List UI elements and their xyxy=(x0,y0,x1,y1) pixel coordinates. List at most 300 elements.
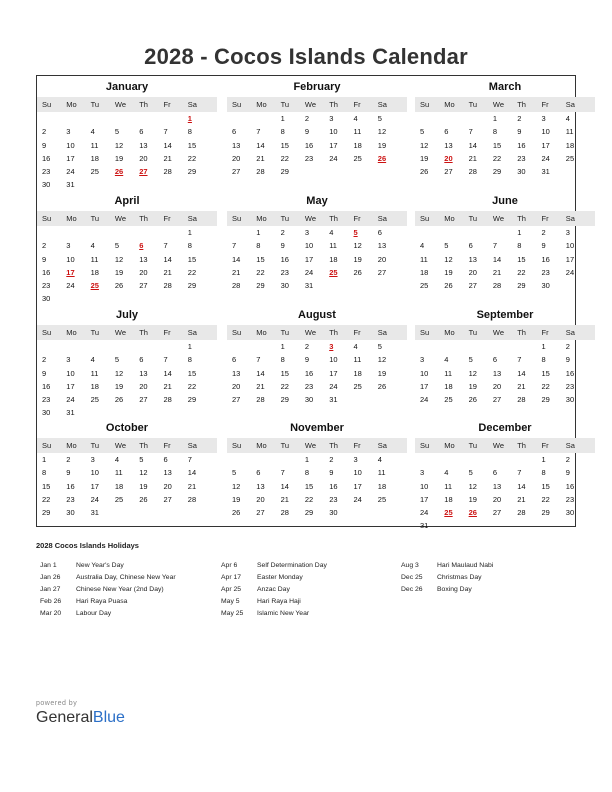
day-cell xyxy=(517,453,541,466)
day-cell: 22 xyxy=(187,153,197,163)
month-november xyxy=(227,421,407,519)
day-cell: 22 xyxy=(492,153,502,163)
weekday-label: Tu xyxy=(90,441,100,450)
day-cell: 19 xyxy=(468,494,477,504)
day-cell xyxy=(115,406,139,419)
month-july xyxy=(37,308,217,420)
day-cell: 30 xyxy=(565,395,575,405)
week-row xyxy=(232,152,407,165)
day-cell xyxy=(188,292,212,305)
day-cell: 13 xyxy=(139,140,148,150)
day-cell: 8 xyxy=(187,127,192,137)
day-cell: 26 xyxy=(468,395,477,405)
day-cell: 22 xyxy=(304,494,314,504)
weekday-label: We xyxy=(304,100,317,109)
day-cell: 6 xyxy=(139,127,144,137)
week-row xyxy=(42,125,217,138)
week-row xyxy=(420,353,595,366)
day-cell: 24 xyxy=(329,153,338,163)
day-cell: 27 xyxy=(377,267,387,277)
day-cell: 16 xyxy=(541,254,550,264)
day-cell: 29 xyxy=(280,167,289,177)
day-cell: 30 xyxy=(329,508,338,518)
day-cell: 23 xyxy=(66,494,75,504)
day-cell: 25 xyxy=(444,508,453,518)
weekday-label: We xyxy=(114,441,127,450)
day-cell: 23 xyxy=(304,153,314,163)
holiday-name: Easter Monday xyxy=(257,574,303,581)
day-cell: 11 xyxy=(444,481,453,491)
day-cell: 24 xyxy=(90,494,99,504)
week-row xyxy=(232,239,407,252)
week-row xyxy=(42,292,217,305)
day-cell: 3 xyxy=(66,127,71,137)
week-row xyxy=(42,178,217,191)
day-cell: 1 xyxy=(187,114,192,123)
day-cell: 16 xyxy=(517,140,526,150)
day-cell xyxy=(353,506,377,519)
month-september xyxy=(415,308,595,406)
day-cell xyxy=(232,112,256,125)
day-cell: 12 xyxy=(353,241,362,251)
day-cell xyxy=(444,453,468,466)
day-cell: 22 xyxy=(280,153,289,163)
day-cell: 18 xyxy=(565,140,575,150)
weekday-label: Fr xyxy=(353,328,361,337)
day-cell xyxy=(256,340,280,353)
weekday-label: Tu xyxy=(90,328,100,337)
day-cell: 12 xyxy=(114,368,124,378)
day-cell: 3 xyxy=(420,355,425,365)
holiday-item xyxy=(401,560,493,572)
weekday-header xyxy=(227,325,407,340)
weekday-label: Su xyxy=(420,214,430,223)
week-row xyxy=(42,165,217,178)
holiday-date: Aug 3 xyxy=(401,562,419,569)
holiday-item xyxy=(221,596,327,608)
day-cell: 20 xyxy=(139,381,148,391)
day-cell: 24 xyxy=(304,267,314,277)
logo-general: General xyxy=(36,709,93,726)
day-cell xyxy=(188,406,212,419)
day-cell: 4 xyxy=(90,355,95,365)
week-row xyxy=(420,380,595,393)
day-cell: 5 xyxy=(232,468,237,478)
day-cell: 3 xyxy=(565,228,570,237)
day-cell: 24 xyxy=(541,153,550,163)
day-cell: 9 xyxy=(329,468,334,478)
day-cell: 17 xyxy=(353,481,362,491)
day-cell: 24 xyxy=(66,281,75,291)
weekday-label: We xyxy=(304,328,317,337)
holiday-name: New Year's Day xyxy=(76,562,124,569)
day-cell: 21 xyxy=(492,267,502,277)
day-cell: 8 xyxy=(280,355,285,365)
day-cell: 14 xyxy=(468,140,477,150)
day-cell: 16 xyxy=(42,267,51,277)
weekday-label: Sa xyxy=(377,214,387,223)
day-cell xyxy=(115,178,139,191)
day-cell: 20 xyxy=(492,381,502,391)
generalblue-logo xyxy=(36,709,125,727)
day-cell: 5 xyxy=(377,342,382,351)
day-cell: 2 xyxy=(329,455,334,464)
day-cell: 4 xyxy=(377,455,382,464)
day-cell: 16 xyxy=(304,140,314,150)
month-february xyxy=(227,80,407,178)
day-cell: 20 xyxy=(139,267,148,277)
week-row xyxy=(420,506,595,519)
week-row xyxy=(42,453,217,466)
day-cell: 13 xyxy=(163,468,172,478)
day-cell: 10 xyxy=(304,241,314,251)
day-cell: 28 xyxy=(187,494,197,504)
day-cell: 1 xyxy=(256,228,261,237)
week-row xyxy=(420,125,595,138)
day-cell: 15 xyxy=(187,254,197,264)
weekday-label: Mo xyxy=(66,441,77,450)
weekday-label: Th xyxy=(139,100,148,109)
day-cell: 23 xyxy=(280,267,289,277)
weekday-label: Th xyxy=(517,328,526,337)
day-cell: 1 xyxy=(280,342,285,351)
day-cell xyxy=(91,292,115,305)
holiday-name: Christmas Day xyxy=(437,574,482,581)
day-cell: 13 xyxy=(492,481,502,491)
day-cell xyxy=(115,112,139,125)
day-cell: 30 xyxy=(517,167,526,177)
weekday-label: Fr xyxy=(163,214,171,223)
weekday-header xyxy=(415,211,595,226)
weekday-label: Th xyxy=(517,214,526,223)
weekday-label: Mo xyxy=(256,328,267,337)
weekday-label: Sa xyxy=(565,328,575,337)
holiday-date: Feb 26 xyxy=(40,598,62,605)
day-cell xyxy=(42,340,66,353)
day-cell: 16 xyxy=(280,254,289,264)
day-cell: 13 xyxy=(232,368,241,378)
day-cell: 6 xyxy=(377,228,382,237)
day-cell: 17 xyxy=(329,368,338,378)
day-cell: 3 xyxy=(304,228,310,237)
day-cell xyxy=(469,340,493,353)
weekday-label: Tu xyxy=(468,214,478,223)
day-cell: 21 xyxy=(232,267,241,277)
day-cell xyxy=(188,178,212,191)
weekday-label: Su xyxy=(420,441,430,450)
day-cell: 23 xyxy=(304,381,314,391)
day-cell: 6 xyxy=(256,468,261,478)
day-cell: 29 xyxy=(304,508,314,518)
day-cell: 23 xyxy=(42,281,51,291)
week-row xyxy=(232,367,407,380)
day-cell: 22 xyxy=(187,267,197,277)
day-cell: 4 xyxy=(90,127,95,137)
day-cell: 22 xyxy=(517,267,526,277)
day-cell: 25 xyxy=(90,167,99,177)
weekday-label: Su xyxy=(232,100,242,109)
holiday-date: Apr 17 xyxy=(221,574,242,581)
day-cell xyxy=(541,519,565,532)
day-cell: 27 xyxy=(256,508,265,518)
day-cell: 7 xyxy=(163,241,168,251)
week-row xyxy=(232,353,407,366)
day-cell: 30 xyxy=(541,281,550,291)
holiday-name: Hari Maulaud Nabi xyxy=(437,562,494,569)
day-cell xyxy=(139,112,163,125)
day-cell xyxy=(115,292,139,305)
day-cell: 26 xyxy=(420,167,429,177)
day-cell: 28 xyxy=(163,167,172,177)
week-row xyxy=(42,112,217,125)
day-cell: 11 xyxy=(90,140,99,150)
holiday-item xyxy=(221,560,327,572)
day-cell: 27 xyxy=(232,395,241,405)
day-cell: 28 xyxy=(163,395,172,405)
weekday-label: Tu xyxy=(468,328,478,337)
day-cell: 26 xyxy=(114,167,124,177)
day-cell: 12 xyxy=(377,127,387,137)
day-cell xyxy=(256,112,280,125)
day-cell: 10 xyxy=(420,481,429,491)
day-cell: 26 xyxy=(353,267,362,277)
day-cell: 20 xyxy=(232,381,241,391)
weekday-label: Mo xyxy=(256,441,267,450)
day-cell: 15 xyxy=(304,481,314,491)
holiday-name: Labour Day xyxy=(76,610,112,617)
day-cell xyxy=(115,340,139,353)
day-cell: 30 xyxy=(565,508,575,518)
weekday-header xyxy=(37,97,217,112)
day-cell: 8 xyxy=(541,355,546,365)
day-cell xyxy=(163,112,187,125)
day-cell xyxy=(566,165,590,178)
month-december xyxy=(415,421,595,533)
day-cell: 27 xyxy=(492,395,502,405)
day-cell: 9 xyxy=(66,468,71,478)
day-cell: 7 xyxy=(256,127,261,137)
week-row xyxy=(232,139,407,152)
day-cell: 20 xyxy=(163,481,172,491)
day-cell xyxy=(139,292,163,305)
weekday-label: Sa xyxy=(377,100,387,109)
day-cell: 7 xyxy=(468,127,473,137)
day-cell: 19 xyxy=(114,267,124,277)
day-cell: 28 xyxy=(163,281,172,291)
day-cell: 26 xyxy=(232,508,241,518)
day-cell xyxy=(353,393,377,406)
day-cell xyxy=(91,406,115,419)
day-cell: 7 xyxy=(492,241,498,251)
day-cell: 14 xyxy=(517,368,526,378)
day-cell: 4 xyxy=(114,455,120,464)
weekday-label: Th xyxy=(329,100,338,109)
holiday-name: Hari Raya Puasa xyxy=(76,598,128,605)
weekday-label: Sa xyxy=(377,328,387,337)
brand-logo xyxy=(36,700,125,727)
day-cell: 21 xyxy=(187,481,197,491)
day-cell: 3 xyxy=(420,468,425,478)
day-cell: 20 xyxy=(377,254,387,264)
day-cell: 4 xyxy=(329,228,334,237)
day-cell xyxy=(444,340,468,353)
holiday-item xyxy=(221,572,327,584)
day-cell xyxy=(139,226,163,239)
day-cell xyxy=(232,226,256,239)
day-cell: 16 xyxy=(329,481,338,491)
day-cell: 21 xyxy=(163,153,172,163)
day-cell: 20 xyxy=(232,153,241,163)
day-cell: 19 xyxy=(377,368,387,378)
day-cell: 21 xyxy=(517,494,526,504)
weekday-header xyxy=(227,211,407,226)
day-cell: 11 xyxy=(353,355,362,365)
day-cell: 22 xyxy=(541,494,550,504)
day-cell: 17 xyxy=(329,140,338,150)
day-cell: 7 xyxy=(163,127,168,137)
day-cell: 9 xyxy=(304,355,310,365)
day-cell: 16 xyxy=(565,481,575,491)
day-cell: 8 xyxy=(256,241,261,251)
calendar-grid xyxy=(36,75,576,531)
day-cell: 9 xyxy=(517,127,522,137)
day-cell xyxy=(444,519,468,532)
day-cell: 20 xyxy=(256,494,265,504)
day-cell: 17 xyxy=(420,381,429,391)
weekday-label: Mo xyxy=(444,441,455,450)
day-cell: 26 xyxy=(444,281,453,291)
day-cell: 6 xyxy=(232,355,237,365)
day-cell: 18 xyxy=(420,267,429,277)
day-cell: 11 xyxy=(377,468,386,478)
holiday-item xyxy=(401,572,493,584)
day-cell: 10 xyxy=(66,368,75,378)
week-row xyxy=(232,393,407,406)
day-cell: 21 xyxy=(468,153,477,163)
weekday-label: Su xyxy=(42,100,52,109)
day-cell: 8 xyxy=(187,241,192,251)
day-cell: 22 xyxy=(187,381,197,391)
week-row xyxy=(232,112,407,125)
day-cell: 3 xyxy=(329,114,334,123)
weekday-label: We xyxy=(114,100,127,109)
day-cell: 13 xyxy=(139,368,148,378)
day-cell: 15 xyxy=(256,254,265,264)
week-row xyxy=(42,380,217,393)
day-cell: 7 xyxy=(163,355,168,365)
day-cell: 12 xyxy=(139,468,148,478)
day-cell: 16 xyxy=(66,481,75,491)
day-cell: 14 xyxy=(163,368,172,378)
weekday-label: Fr xyxy=(353,441,361,450)
holiday-date: Dec 26 xyxy=(401,586,423,593)
weekday-label: Tu xyxy=(280,328,290,337)
weekday-label: Su xyxy=(42,214,52,223)
day-cell xyxy=(281,453,305,466)
day-cell: 29 xyxy=(187,395,197,405)
day-cell: 28 xyxy=(492,281,502,291)
day-cell: 9 xyxy=(42,140,47,150)
day-cell: 4 xyxy=(444,355,449,365)
week-row xyxy=(420,466,595,479)
day-cell: 2 xyxy=(280,228,285,237)
day-cell xyxy=(493,226,517,239)
day-cell: 5 xyxy=(353,228,358,237)
holiday-name: Hari Raya Haji xyxy=(257,598,301,605)
day-cell: 23 xyxy=(565,381,575,391)
day-cell: 15 xyxy=(280,140,289,150)
week-row xyxy=(232,493,407,506)
day-cell: 2 xyxy=(42,241,47,251)
day-cell: 18 xyxy=(90,267,99,277)
weekday-label: Sa xyxy=(565,441,575,450)
weekday-label: Tu xyxy=(90,214,100,223)
day-cell: 7 xyxy=(256,355,261,365)
weekday-label: Th xyxy=(139,328,148,337)
day-cell: 8 xyxy=(187,355,192,365)
day-cell: 5 xyxy=(114,127,120,137)
weekday-label: Sa xyxy=(187,441,197,450)
day-cell: 1 xyxy=(541,342,546,351)
day-cell: 11 xyxy=(90,368,99,378)
weekday-label: Mo xyxy=(256,100,267,109)
day-cell: 11 xyxy=(420,254,428,264)
day-cell: 11 xyxy=(329,241,337,251)
day-cell: 25 xyxy=(90,281,99,291)
day-cell: 15 xyxy=(541,368,550,378)
day-cell: 22 xyxy=(541,381,550,391)
page-title: 2028 - Cocos Islands Calendar xyxy=(144,44,468,69)
day-cell: 12 xyxy=(232,481,241,491)
week-row xyxy=(232,279,407,292)
holiday-date: Dec 25 xyxy=(401,574,423,581)
week-row xyxy=(232,466,407,479)
holidays-title: 2028 Cocos Islands Holidays xyxy=(36,541,139,550)
holiday-date: Mar 20 xyxy=(40,610,62,617)
day-cell xyxy=(378,165,402,178)
week-row xyxy=(42,406,217,419)
day-cell: 18 xyxy=(444,494,453,504)
day-cell: 9 xyxy=(42,254,47,264)
day-cell: 19 xyxy=(353,254,362,264)
weekday-label: Sa xyxy=(187,214,197,223)
month-name: May xyxy=(306,195,328,207)
day-cell: 3 xyxy=(541,114,546,123)
weekday-label: Su xyxy=(232,328,242,337)
day-cell xyxy=(517,340,541,353)
day-cell xyxy=(353,279,377,292)
day-cell: 15 xyxy=(517,254,526,264)
day-cell: 28 xyxy=(256,167,265,177)
day-cell: 26 xyxy=(139,494,148,504)
weekday-label: Tu xyxy=(280,214,290,223)
holiday-item xyxy=(401,584,493,596)
week-row xyxy=(420,165,595,178)
day-cell xyxy=(139,178,163,191)
day-cell: 5 xyxy=(114,355,120,365)
day-cell: 31 xyxy=(304,281,314,291)
day-cell: 27 xyxy=(232,167,241,177)
weekday-label: Su xyxy=(420,100,430,109)
day-cell: 3 xyxy=(66,241,71,251)
day-cell: 10 xyxy=(329,355,338,365)
day-cell: 23 xyxy=(42,167,51,177)
day-cell: 24 xyxy=(329,381,338,391)
weekday-label: We xyxy=(492,100,505,109)
day-cell xyxy=(256,453,280,466)
day-cell: 18 xyxy=(329,254,338,264)
holiday-name: Islamic New Year xyxy=(257,610,310,617)
